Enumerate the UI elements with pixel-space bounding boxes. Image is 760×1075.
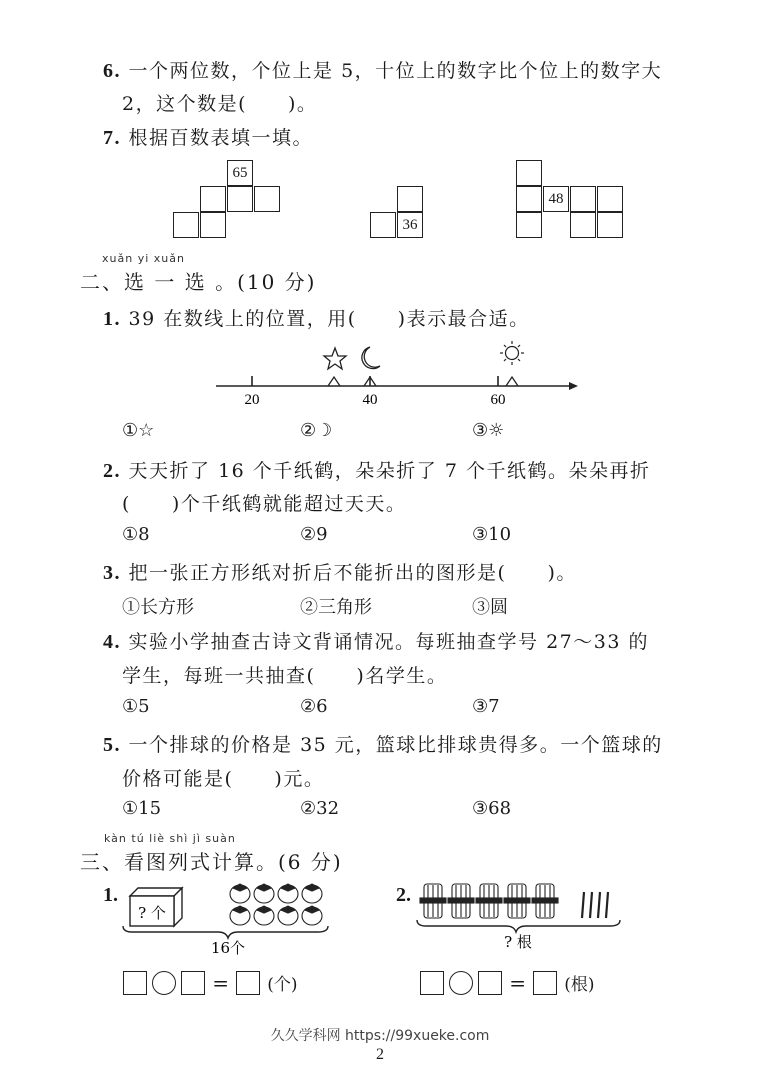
question-number: 6. <box>103 60 121 82</box>
option-b[interactable]: ②9 <box>300 524 328 545</box>
question-text: 根据百数表填一填。 <box>128 127 314 149</box>
question-number: 3. <box>103 562 121 584</box>
option-b[interactable]: ②32 <box>300 798 340 819</box>
grid-cell <box>597 186 623 212</box>
tomato-icon <box>254 884 274 903</box>
unit-label: (根) <box>564 975 595 995</box>
option-a[interactable]: ①5 <box>122 696 150 717</box>
question-number: 4. <box>103 631 121 653</box>
answer-box[interactable] <box>181 971 205 995</box>
question-number: 1. <box>103 884 118 906</box>
sun-icon <box>500 341 524 365</box>
grid-cell <box>597 212 623 238</box>
grid-cell <box>370 212 396 238</box>
answer-box[interactable] <box>236 971 260 995</box>
grid-cell <box>200 212 226 238</box>
tomato-icon <box>278 906 298 925</box>
tick-label-60: 60 <box>490 392 506 408</box>
question-7 <box>103 123 313 150</box>
unit-label: (个) <box>267 975 298 995</box>
s2-question-3 <box>103 558 577 585</box>
question-6-line2: 2，这个数是( )。 <box>122 93 318 115</box>
s3q1-figure <box>118 880 348 960</box>
s2-question-5-line2: 价格可能是( )元。 <box>122 768 325 790</box>
operator-circle[interactable] <box>152 971 176 995</box>
grid-cell <box>516 160 542 186</box>
question-number: 2. <box>103 460 121 482</box>
tomato-icon <box>302 884 322 903</box>
question-text: 天天折了 16 个千纸鹤，朵朵折了 7 个千纸鹤。朵朵再折 <box>128 460 651 482</box>
tomato-group <box>230 884 322 925</box>
option-c[interactable]: ③10 <box>472 524 512 545</box>
question-text: 一个两位数，个位上是 5，十位上的数字比个位上的数字大 <box>128 60 663 82</box>
question-text: 把一张正方形纸对折后不能折出的图形是( )。 <box>128 562 577 584</box>
tick-label-20: 20 <box>244 392 260 408</box>
section-3-pinyin: kàn tú liè shì jì suàn <box>104 832 236 845</box>
grid-cell <box>397 186 423 212</box>
star-icon <box>324 348 346 369</box>
watermark: 久久学科网 https://99xueke.com <box>270 1028 490 1044</box>
grid-cell <box>516 212 542 238</box>
arrow-head-icon <box>569 382 578 390</box>
question-number: 1. <box>103 308 121 330</box>
s3q2-equation <box>420 970 597 995</box>
stick-bundle-icon <box>476 884 502 918</box>
total-label: ? 根 <box>504 933 532 951</box>
s2-question-4-line1 <box>103 627 649 654</box>
sun-position-mark <box>506 377 518 386</box>
option-b[interactable]: ②☽ <box>300 420 333 441</box>
grid-cell-value: 36 <box>397 212 423 238</box>
option-b[interactable]: ②三角形 <box>300 597 372 618</box>
moon-icon <box>362 347 380 369</box>
question-number: 2. <box>396 884 411 906</box>
s3q2-figure <box>412 878 637 958</box>
option-a[interactable]: ①☆ <box>122 420 155 441</box>
stick-bundles <box>420 884 558 918</box>
grid-cell <box>173 212 199 238</box>
grid-cell-value: 65 <box>227 160 253 186</box>
option-a[interactable]: ①长方形 <box>122 597 194 618</box>
s2-question-5-line1 <box>103 730 663 757</box>
s2-question-4-line2: 学生，每班一共抽查( )名学生。 <box>122 665 448 687</box>
grid-cell <box>254 186 280 212</box>
box-label: ? 个 <box>138 904 166 922</box>
option-c[interactable]: ③圆 <box>472 597 508 618</box>
option-c[interactable]: ③7 <box>472 696 500 717</box>
question-text: 一个排球的价格是 35 元，篮球比排球贵得多。一个篮球的 <box>128 734 663 756</box>
section-2-title: 二、选 一 选 。(10 分) <box>80 270 317 294</box>
section-2-pinyin: xuǎn yi xuǎn <box>102 252 185 265</box>
section-3-title: 三、看图列式计算。(6 分) <box>80 850 343 874</box>
option-c[interactable]: ③68 <box>472 798 512 819</box>
number-line <box>210 338 590 410</box>
grid-cell <box>227 186 253 212</box>
s2-question-2-line1 <box>103 456 650 483</box>
question-text: 实验小学抽查古诗文背诵情况。每班抽查学号 27～33 的 <box>128 631 649 653</box>
question-text: 39 在数线上的位置，用( )表示最合适。 <box>128 308 530 330</box>
answer-box[interactable] <box>420 971 444 995</box>
option-a[interactable]: ①8 <box>122 524 150 545</box>
brace-icon <box>123 926 328 938</box>
question-number: 7. <box>103 127 121 149</box>
option-b[interactable]: ②6 <box>300 696 328 717</box>
page-number: 2 <box>376 1046 384 1063</box>
s2-question-1 <box>103 304 530 331</box>
tomato-icon <box>254 906 274 925</box>
stick-bundle-icon <box>448 884 474 918</box>
grid-cell-value: 48 <box>543 186 569 212</box>
answer-box[interactable] <box>123 971 147 995</box>
stick-bundle-icon <box>532 884 558 918</box>
grid-cell <box>570 212 596 238</box>
option-c[interactable]: ③☼ <box>472 420 505 441</box>
tick-label-40: 40 <box>362 392 378 408</box>
tomato-icon <box>230 906 250 925</box>
equals-sign: = <box>212 970 230 995</box>
operator-circle[interactable] <box>449 971 473 995</box>
question-6-line1 <box>103 56 662 83</box>
s2-question-2-line2: ( )个千纸鹤就能超过天天。 <box>122 493 407 515</box>
stick-bundle-icon <box>504 884 530 918</box>
grid-cell <box>200 186 226 212</box>
option-a[interactable]: ①15 <box>122 798 162 819</box>
tomato-icon <box>230 884 250 903</box>
stick-bundle-icon <box>420 884 446 918</box>
brace-icon <box>417 920 620 932</box>
tomato-icon <box>278 884 298 903</box>
grid-cell <box>516 186 542 212</box>
total-label: 16个 <box>210 939 246 957</box>
s3q1-equation <box>123 970 300 995</box>
answer-box[interactable] <box>478 971 502 995</box>
grid-cell <box>570 186 596 212</box>
answer-box[interactable] <box>533 971 557 995</box>
tomato-icon <box>302 906 322 925</box>
star-position-mark <box>328 377 340 386</box>
question-number: 5. <box>103 734 121 756</box>
equals-sign: = <box>509 970 527 995</box>
single-sticks-icon <box>582 892 608 918</box>
